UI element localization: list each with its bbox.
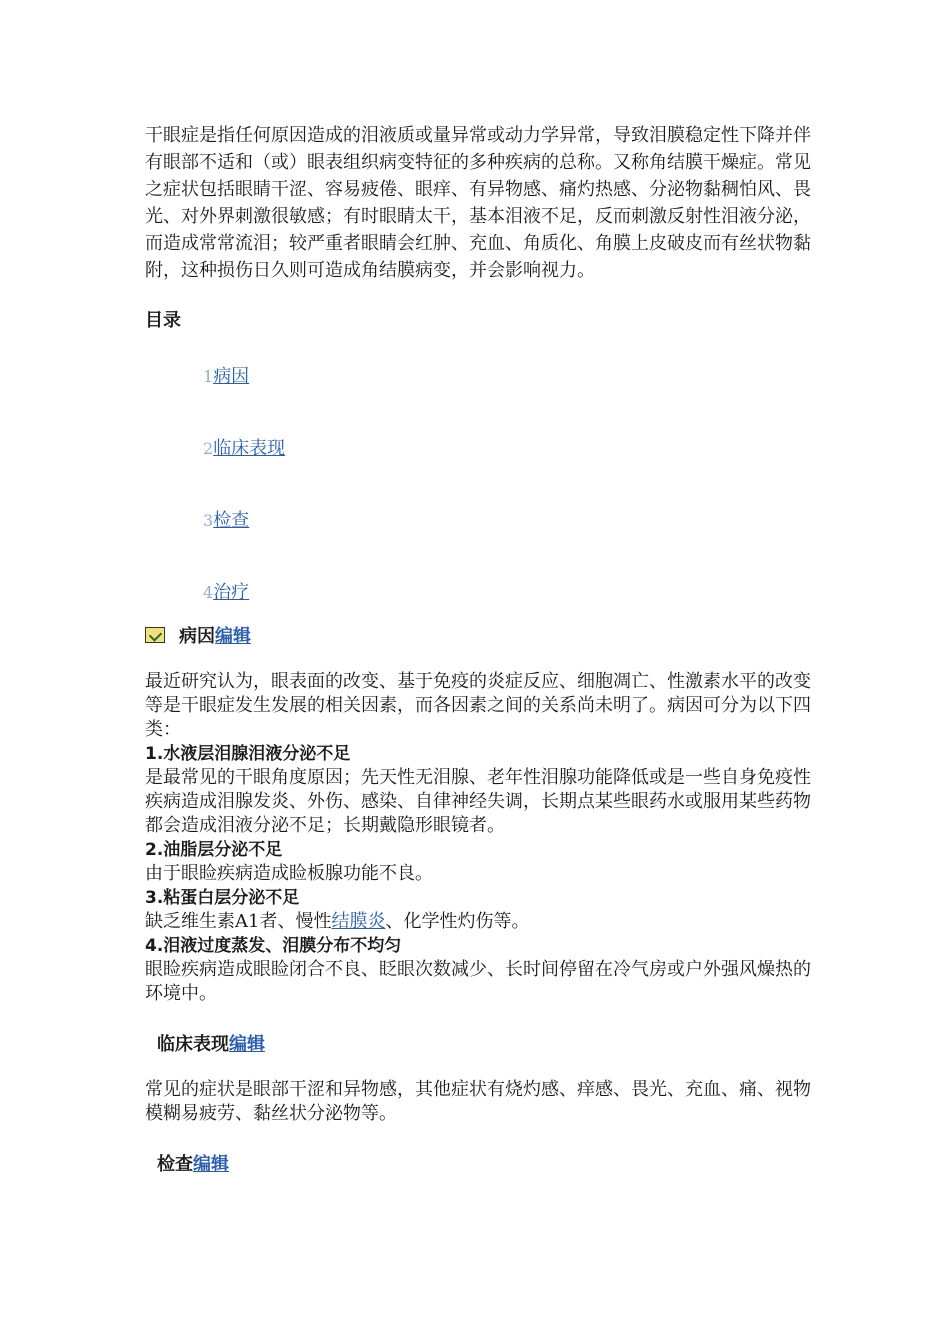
cause-text: 眼睑疾病造成眼睑闭合不良、眨眼次数减少、长时间停留在冷气房或户外强风燥热的环境中。	[145, 959, 811, 1004]
cause-subheading: 2.油脂层分泌不足	[145, 840, 283, 860]
edit-link[interactable]: 编辑	[193, 1154, 229, 1175]
toc-number: 4	[203, 583, 214, 602]
edit-link[interactable]: 编辑	[229, 1034, 265, 1055]
toc-link-exam[interactable]: 检查	[213, 510, 250, 531]
cause-subheading: 1.水液层泪腺泪液分泌不足	[145, 744, 351, 764]
document-page	[145, 122, 825, 1176]
section-heading-exam	[145, 1150, 825, 1176]
toc-number: 2	[203, 439, 214, 458]
intro-paragraph: 干眼症是指任何原因造成的泪液质或量异常或动力学异常，导致泪膜稳定性下降并伴有眼部不适和（或）眼表组织病变特征的多种疾病的总称。又称角结膜干燥症。常见之症状包括眼睛干涩、容易疲倦、眼痒、有异物感、痛灼热感、分泌物黏稠怕风、畏光、对外界刺激很敏感；有时眼睛太干，基本泪液不足，反而刺激反射性泪液分泌，而造成常常流泪；较严重者眼睛会红肿、充血、角质化、角膜上皮破皮而有丝状物黏附，这种损伤日久则可造成角结膜病变，并会影响视力。	[145, 125, 811, 281]
text-segment: 、化学性灼伤等。	[385, 911, 530, 932]
toc-link-clinical[interactable]: 临床表现	[213, 438, 286, 459]
toc-title: 目录	[145, 310, 181, 331]
cause-subheading: 4.泪液过度蒸发、泪膜分布不均匀	[145, 936, 402, 956]
section-heading-clinical	[145, 1030, 825, 1056]
cause-intro: 最近研究认为，眼表面的改变、基于免疫的炎症反应、细胞凋亡、性激素水平的改变等是干眼症发生发展的相关因素，而各因素之间的关系尚未明了。病因可分为以下四类：	[145, 671, 811, 740]
toc-link-cause[interactable]: 病因	[213, 366, 250, 387]
cause-text: 是最常见的干眼角度原因；先天性无泪腺、老年性泪腺功能降低或是一些自身免疫性疾病造成泪腺发炎、外伤、感染、自律神经失调，长期点某些眼药水或服用某些药物都会造成泪液分泌不足；长期戴隐形眼镜者。	[145, 767, 811, 836]
toc-item-treatment	[203, 578, 825, 616]
cause-text: 由于眼睑疾病造成睑板腺功能不良。	[145, 863, 433, 884]
section-heading-cause	[145, 622, 825, 648]
conjunctivitis-link[interactable]: 结膜炎	[331, 911, 386, 932]
clinical-text: 常见的症状是眼部干涩和异物感，其他症状有烧灼感、痒感、畏光、充血、痛、视物模糊易疲劳、黏丝状分泌物等。	[145, 1079, 811, 1124]
text-segment: 缺乏维生素A1者、慢性	[145, 911, 332, 932]
cause-subheading: 3.粘蛋白层分泌不足	[145, 888, 300, 908]
toc-item-cause	[203, 362, 825, 434]
cause-content	[145, 670, 825, 1006]
section-title: 临床表现	[157, 1034, 229, 1055]
toc-item-exam	[203, 506, 825, 578]
table-of-contents	[145, 362, 825, 616]
section-title: 病因	[179, 626, 215, 647]
cause-text	[145, 910, 825, 934]
toc-item-clinical	[203, 434, 825, 506]
toc-number: 1	[203, 367, 214, 386]
toc-number: 3	[203, 511, 214, 530]
section-title: 检查	[157, 1154, 193, 1175]
note-icon	[145, 627, 165, 643]
toc-link-treatment[interactable]: 治疗	[213, 582, 250, 603]
edit-link[interactable]: 编辑	[215, 626, 251, 647]
